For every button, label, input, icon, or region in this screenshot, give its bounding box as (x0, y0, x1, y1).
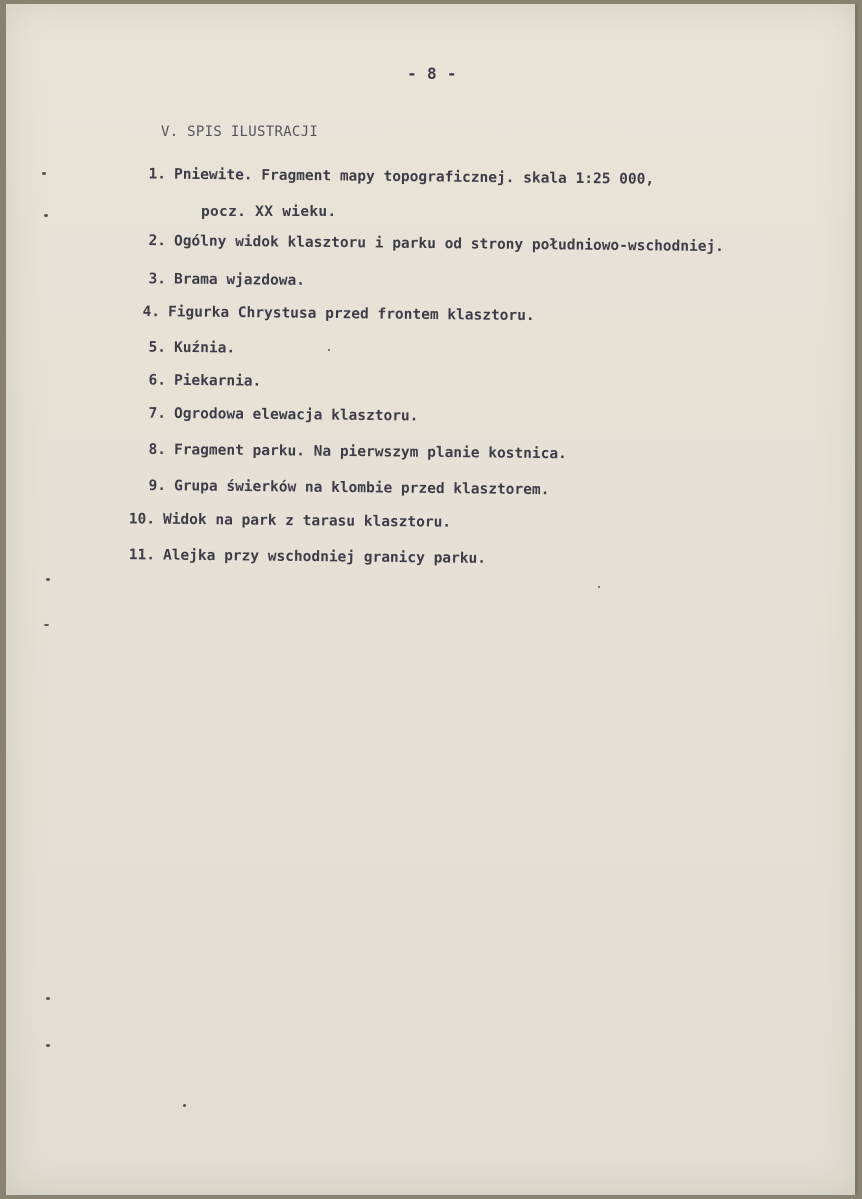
item-number: 7. (148, 405, 167, 422)
item-continuation: pocz. XX wieku. (201, 204, 337, 220)
list-item (125, 511, 451, 530)
list-item (136, 442, 567, 463)
document-page (6, 4, 858, 1195)
list-item (136, 271, 305, 289)
item-number: 11. (128, 547, 156, 564)
paper-speck (183, 1104, 186, 1107)
paper-speck (598, 586, 600, 588)
list-item (136, 233, 724, 255)
item-text: Alejka przy wschodniej granicy parku. (162, 547, 487, 567)
item-number: 1. (148, 166, 167, 183)
page-edge (855, 4, 858, 1195)
item-text: Piekarnia. (173, 372, 262, 390)
item-text: Brama wjazdowa. (173, 271, 306, 289)
item-number: 9. (148, 477, 167, 495)
list-item (136, 478, 550, 498)
paper-speck (42, 172, 46, 175)
item-text: Ogrodowa elewacja klasztoru. (173, 405, 419, 425)
item-text: Widok na park z tarasu klasztoru. (162, 511, 452, 531)
list-item (136, 339, 235, 356)
paper-speck (328, 349, 330, 351)
list-item (136, 406, 419, 425)
item-number: 5. (148, 339, 167, 356)
paper-speck (46, 1044, 50, 1047)
list-item (136, 166, 654, 187)
paper-speck (44, 214, 48, 217)
paper-speck (46, 997, 50, 1000)
paper-speck (44, 624, 49, 626)
item-text: Figurka Chrystusa przed frontem klasztoru. (167, 304, 535, 325)
list-item (130, 304, 535, 324)
item-number: 8. (148, 441, 167, 459)
item-text: Fragment parku. Na pierwszym planie kostnica. (173, 442, 567, 463)
item-number: 10. (128, 511, 156, 528)
list-item (125, 547, 486, 567)
list-item (136, 372, 261, 389)
item-number: 6. (148, 372, 167, 389)
item-text: Ogólny widok klasztoru i parku od strony południowo-wschodniej. (173, 233, 725, 256)
item-number: 3. (148, 271, 167, 288)
item-number: 2. (148, 233, 167, 250)
item-text: Pniewite. Fragment mapy topograficznej. skala 1:25 000, (173, 166, 655, 188)
section-heading: V. SPIS ILUSTRACJI (161, 124, 319, 140)
item-number: 4. (142, 304, 161, 321)
paper-speck (46, 578, 50, 581)
item-text: Grupa świerków na klombie przed klasztorem. (173, 478, 550, 499)
page-number: - 8 - (407, 64, 457, 83)
item-text: Kuźnia. (173, 339, 236, 357)
